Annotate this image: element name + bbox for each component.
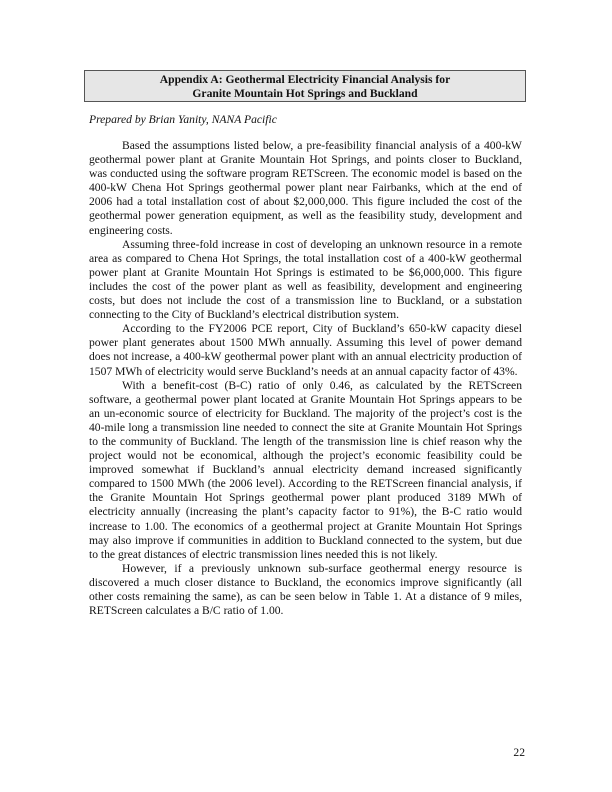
appendix-title-box (84, 70, 526, 102)
body-text (89, 139, 522, 618)
appendix-title-line-1: Appendix A: Geothermal Electricity Financial Analysis for (159, 73, 451, 86)
author-line: Prepared by Brian Yanity, NANA Pacific (89, 113, 277, 126)
paragraph-power-demand: According to the FY2006 PCE report, City of Buckland’s 650-kW capacity diesel power plant generates about 1500 MWh annually. Assuming this level of power demand does not increase, a 400-kW geothermal power plant with an annual electricity production of 1507 MWh of electricity would serve Buckland’s needs at an annual capacity factor of 43%. (89, 322, 522, 378)
paragraph-installation-cost: Assuming three-fold increase in cost of developing an unknown resource in a remote area as compared to Chena Hot Springs, the total installation cost of a 400-kW geothermal power plant at Granite Mountain Hot Springs is estimated to be $6,000,000. This figure includes the cost of the power plant as well as feasibility, development and engineering costs, but does not include the cost of a transmission line to Buckland, or a substation connecting to the City of Buckland’s electrical distribution system. (89, 237, 522, 322)
appendix-title-line-2: Granite Mountain Hot Springs and Buckland (192, 87, 418, 100)
paragraph-assumptions: Based the assumptions listed below, a pre-feasibility financial analysis of a 400-kW geothermal power plant at Granite Mountain Hot Springs, and points closer to Buckland, was conducted using the software program RETScreen. The economic model is based on the 400-kW Chena Hot Springs geothermal power plant near Fairbanks, which at the end of 2006 had a total installation cost of about $2,000,000. This figure included the cost of the geothermal power generation equipment, as well as the feasibility study, development and engineering costs. (89, 139, 522, 237)
page-number: 22 (513, 746, 525, 759)
paragraph-closer-resource: However, if a previously unknown sub-surface geothermal energy resource is discovered a much closer distance to Buckland, the economics improve significantly (all other costs remaining the same), as can be seen below in Table 1. At a distance of 9 miles, RETScreen calculates a B/C ratio of 1.00. (89, 561, 522, 618)
paragraph-benefit-cost: With a benefit-cost (B-C) ratio of only 0.46, as calculated by the RETScreen software, a geothermal power plant located at Granite Mountain Hot Springs appears to be an un-economic source of electricity for Buckland. The majority of the project’s cost is the 40-mile long a transmission line needed to connect the site at Granite Mountain Hot Springs to the community of Buckland. The length of the transmission line is chief reason why the project would not be economical, although the project’s economic feasibility could be improved somewhat if Buckland’s annual electricity demand increased significantly compared to 1500 MWh (the 2006 level). According to the RETScreen financial analysis, if the Granite Mountain Hot Springs geothermal power plant produced 3189 MWh of electricity annually (increasing the plant’s capacity factor to 91%), the B-C ratio would increase to 1.00. The economics of a geothermal project at Granite Mountain Hot Springs may also improve if communities in addition to Buckland connected to the system, but due to the great distances of electric transmission lines needed this is not likely. (89, 378, 522, 561)
